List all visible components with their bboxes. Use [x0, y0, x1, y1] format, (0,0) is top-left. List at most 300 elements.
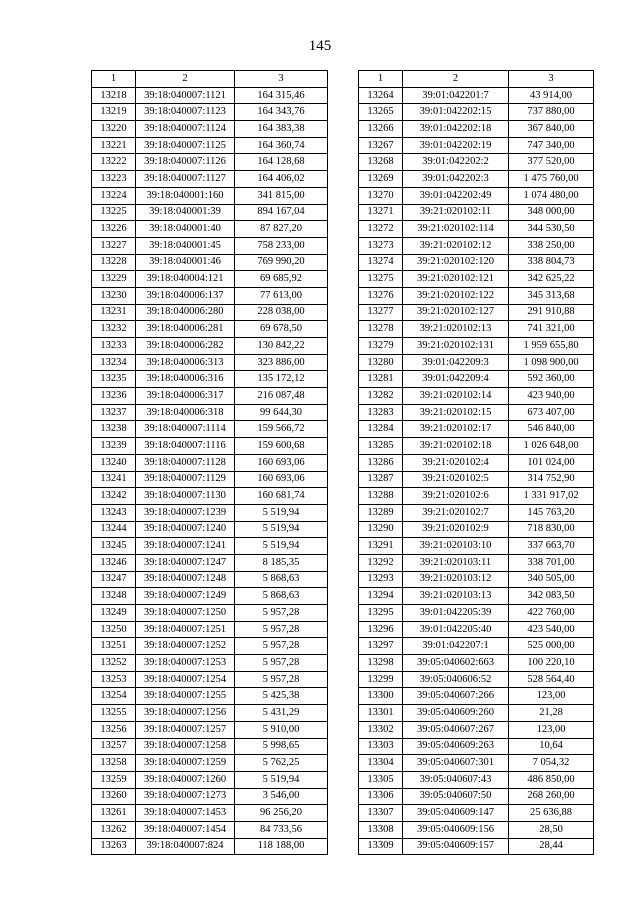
table-row — [92, 738, 328, 755]
table-row — [359, 738, 594, 755]
table-row — [359, 605, 594, 622]
cell-row-number: 13308 — [359, 821, 403, 838]
table-body-right — [359, 87, 594, 855]
cell-cadastral-number: 39:18:040007:1116 — [136, 438, 235, 455]
cell-row-number: 13224 — [92, 187, 136, 204]
table-row — [92, 438, 328, 455]
table-row — [92, 805, 328, 822]
cell-row-number: 13226 — [92, 221, 136, 238]
cell-row-number: 13218 — [92, 87, 136, 104]
cell-value: 5 868,63 — [235, 588, 328, 605]
cell-row-number: 13240 — [92, 454, 136, 471]
table-row — [92, 171, 328, 188]
cell-row-number: 13222 — [92, 154, 136, 171]
table-row — [359, 354, 594, 371]
cell-value: 228 038,00 — [235, 304, 328, 321]
cell-row-number: 13309 — [359, 838, 403, 855]
cell-value: 99 644,30 — [235, 404, 328, 421]
cell-row-number: 13295 — [359, 605, 403, 622]
table-row — [359, 388, 594, 405]
table-row — [359, 237, 594, 254]
cell-cadastral-number: 39:05:040607:266 — [403, 688, 509, 705]
table-row — [359, 571, 594, 588]
table-row — [359, 638, 594, 655]
table-row — [92, 488, 328, 505]
cell-value: 160 681,74 — [235, 488, 328, 505]
cell-cadastral-number: 39:01:042205:40 — [403, 621, 509, 638]
cell-row-number: 13276 — [359, 287, 403, 304]
table-row — [92, 788, 328, 805]
cell-row-number: 13257 — [92, 738, 136, 755]
table-row — [359, 221, 594, 238]
table-row — [92, 471, 328, 488]
cell-value: 5 868,63 — [235, 571, 328, 588]
cell-row-number: 13264 — [359, 87, 403, 104]
cell-row-number: 13278 — [359, 321, 403, 338]
table-row — [92, 838, 328, 855]
cell-cadastral-number: 39:21:020102:17 — [403, 421, 509, 438]
cell-value: 673 407,00 — [509, 404, 594, 421]
table-row — [92, 655, 328, 672]
cell-cadastral-number: 39:21:020102:120 — [403, 254, 509, 271]
cell-row-number: 13274 — [359, 254, 403, 271]
table-row — [92, 421, 328, 438]
cell-cadastral-number: 39:21:020102:9 — [403, 521, 509, 538]
cell-value: 5 519,94 — [235, 504, 328, 521]
table-row — [359, 554, 594, 571]
cell-value: 758 233,00 — [235, 237, 328, 254]
cell-value: 291 910,88 — [509, 304, 594, 321]
cell-value: 5 957,28 — [235, 638, 328, 655]
table-row — [92, 554, 328, 571]
cell-value: 118 188,00 — [235, 838, 328, 855]
cell-row-number: 13303 — [359, 738, 403, 755]
cell-value: 5 910,00 — [235, 721, 328, 738]
cell-cadastral-number: 39:18:040007:1254 — [136, 671, 235, 688]
cell-row-number: 13283 — [359, 404, 403, 421]
cell-cadastral-number: 39:18:040007:1114 — [136, 421, 235, 438]
cell-row-number: 13286 — [359, 454, 403, 471]
cell-row-number: 13237 — [92, 404, 136, 421]
cell-cadastral-number: 39:01:042202:19 — [403, 137, 509, 154]
table-row — [359, 187, 594, 204]
cell-row-number: 13277 — [359, 304, 403, 321]
cell-cadastral-number: 39:18:040007:1252 — [136, 638, 235, 655]
cell-cadastral-number: 39:01:042202:2 — [403, 154, 509, 171]
table-row — [359, 438, 594, 455]
table-row — [359, 821, 594, 838]
table-row — [359, 538, 594, 555]
cell-cadastral-number: 39:18:040001:160 — [136, 187, 235, 204]
cell-row-number: 13261 — [92, 805, 136, 822]
cell-value: 367 840,00 — [509, 121, 594, 138]
table-row — [92, 388, 328, 405]
cell-row-number: 13306 — [359, 788, 403, 805]
cell-cadastral-number: 39:01:042207:1 — [403, 638, 509, 655]
cell-value: 160 693,06 — [235, 454, 328, 471]
cell-value: 164 128,68 — [235, 154, 328, 171]
cell-row-number: 13234 — [92, 354, 136, 371]
cell-value: 747 340,00 — [509, 137, 594, 154]
cell-row-number: 13279 — [359, 338, 403, 355]
table-row — [92, 755, 328, 772]
cell-row-number: 13256 — [92, 721, 136, 738]
table-row — [359, 104, 594, 121]
cell-value: 1 475 760,00 — [509, 171, 594, 188]
page-number: 145 — [308, 38, 332, 54]
table-row — [92, 454, 328, 471]
cell-value: 314 752,90 — [509, 471, 594, 488]
cell-value: 96 256,20 — [235, 805, 328, 822]
table-row — [359, 488, 594, 505]
cell-value: 592 360,00 — [509, 371, 594, 388]
table-row — [359, 121, 594, 138]
cell-row-number: 13249 — [92, 605, 136, 622]
cell-cadastral-number: 39:18:040007:1121 — [136, 87, 235, 104]
table-row — [359, 521, 594, 538]
cell-value: 100 220,10 — [509, 655, 594, 672]
cell-row-number: 13307 — [359, 805, 403, 822]
cell-value: 528 564,40 — [509, 671, 594, 688]
cell-value: 338 250,00 — [509, 237, 594, 254]
cell-cadastral-number: 39:05:040607:267 — [403, 721, 509, 738]
table-row — [359, 671, 594, 688]
table-row — [359, 304, 594, 321]
cell-cadastral-number: 39:18:040007:1257 — [136, 721, 235, 738]
table-row — [359, 705, 594, 722]
cell-cadastral-number: 39:18:040006:313 — [136, 354, 235, 371]
cell-value: 546 840,00 — [509, 421, 594, 438]
cell-cadastral-number: 39:18:040006:280 — [136, 304, 235, 321]
cell-row-number: 13247 — [92, 571, 136, 588]
cell-row-number: 13229 — [92, 271, 136, 288]
cell-cadastral-number: 39:01:042202:15 — [403, 104, 509, 121]
cell-value: 164 360,74 — [235, 137, 328, 154]
table-row — [359, 471, 594, 488]
cell-value: 5 957,28 — [235, 671, 328, 688]
cell-cadastral-number: 39:18:040007:1251 — [136, 621, 235, 638]
cell-row-number: 13263 — [92, 838, 136, 855]
table-row — [359, 621, 594, 638]
cell-cadastral-number: 39:05:040607:43 — [403, 771, 509, 788]
table-row — [359, 721, 594, 738]
cell-cadastral-number: 39:01:042202:49 — [403, 187, 509, 204]
cell-row-number: 13254 — [92, 688, 136, 705]
cell-value: 5 957,28 — [235, 621, 328, 638]
cell-cadastral-number: 39:18:040007:1260 — [136, 771, 235, 788]
table-row — [92, 671, 328, 688]
cell-cadastral-number: 39:18:040007:1247 — [136, 554, 235, 571]
cell-cadastral-number: 39:01:042201:7 — [403, 87, 509, 104]
cell-row-number: 13298 — [359, 655, 403, 672]
cell-value: 894 167,04 — [235, 204, 328, 221]
cell-row-number: 13271 — [359, 204, 403, 221]
cell-value: 342 083,50 — [509, 588, 594, 605]
table-row — [92, 771, 328, 788]
table-row — [92, 821, 328, 838]
cell-row-number: 13251 — [92, 638, 136, 655]
cell-cadastral-number: 39:18:040007:1241 — [136, 538, 235, 555]
table-row — [359, 805, 594, 822]
cell-cadastral-number: 39:18:040006:137 — [136, 287, 235, 304]
cell-cadastral-number: 39:18:040007:1248 — [136, 571, 235, 588]
cell-value: 3 546,00 — [235, 788, 328, 805]
cell-row-number: 13305 — [359, 771, 403, 788]
table-row — [359, 838, 594, 855]
cell-value: 7 054,32 — [509, 755, 594, 772]
cell-value: 164 383,38 — [235, 121, 328, 138]
cell-row-number: 13297 — [359, 638, 403, 655]
cell-cadastral-number: 39:18:040004:121 — [136, 271, 235, 288]
cell-row-number: 13243 — [92, 504, 136, 521]
cell-cadastral-number: 39:18:040001:39 — [136, 204, 235, 221]
cell-value: 377 520,00 — [509, 154, 594, 171]
cell-value: 348 000,00 — [509, 204, 594, 221]
cell-cadastral-number: 39:21:020103:10 — [403, 538, 509, 555]
table-row — [92, 688, 328, 705]
cell-cadastral-number: 39:18:040007:1130 — [136, 488, 235, 505]
cell-cadastral-number: 39:05:040602:663 — [403, 655, 509, 672]
column-header-1: 1 — [359, 71, 403, 88]
cell-cadastral-number: 39:01:042209:4 — [403, 371, 509, 388]
cell-cadastral-number: 39:21:020102:15 — [403, 404, 509, 421]
cell-cadastral-number: 39:18:040007:1250 — [136, 605, 235, 622]
cell-row-number: 13293 — [359, 571, 403, 588]
cell-cadastral-number: 39:18:040007:1255 — [136, 688, 235, 705]
cell-value: 25 636,88 — [509, 805, 594, 822]
cell-cadastral-number: 39:21:020102:114 — [403, 221, 509, 238]
cell-row-number: 13236 — [92, 388, 136, 405]
cell-row-number: 13302 — [359, 721, 403, 738]
cell-value: 135 172,12 — [235, 371, 328, 388]
cell-value: 87 827,20 — [235, 221, 328, 238]
cell-cadastral-number: 39:21:020102:131 — [403, 338, 509, 355]
cell-value: 69 685,92 — [235, 271, 328, 288]
table-row — [359, 588, 594, 605]
cell-row-number: 13273 — [359, 237, 403, 254]
cell-row-number: 13225 — [92, 204, 136, 221]
cell-row-number: 13299 — [359, 671, 403, 688]
cell-cadastral-number: 39:18:040007:1258 — [136, 738, 235, 755]
table-header-row — [359, 71, 594, 88]
cell-row-number: 13272 — [359, 221, 403, 238]
cell-value: 340 505,00 — [509, 571, 594, 588]
table-row — [359, 421, 594, 438]
table-row — [359, 338, 594, 355]
cell-cadastral-number: 39:18:040006:281 — [136, 321, 235, 338]
cell-cadastral-number: 39:18:040007:1454 — [136, 821, 235, 838]
cell-cadastral-number: 39:05:040609:147 — [403, 805, 509, 822]
cell-value: 268 260,00 — [509, 788, 594, 805]
table-row — [92, 571, 328, 588]
cell-row-number: 13289 — [359, 504, 403, 521]
column-header-3: 3 — [235, 71, 328, 88]
cell-value: 69 678,50 — [235, 321, 328, 338]
cell-cadastral-number: 39:18:040007:1129 — [136, 471, 235, 488]
cell-cadastral-number: 39:18:040007:1127 — [136, 171, 235, 188]
cell-row-number: 13301 — [359, 705, 403, 722]
table-row — [92, 404, 328, 421]
cell-value: 159 566,72 — [235, 421, 328, 438]
cell-row-number: 13270 — [359, 187, 403, 204]
cell-value: 5 519,94 — [235, 521, 328, 538]
cell-value: 769 990,20 — [235, 254, 328, 271]
table-row — [92, 304, 328, 321]
cell-row-number: 13241 — [92, 471, 136, 488]
table-row — [92, 121, 328, 138]
table-row — [359, 655, 594, 672]
cell-cadastral-number: 39:18:040001:40 — [136, 221, 235, 238]
cell-row-number: 13267 — [359, 137, 403, 154]
cell-cadastral-number: 39:18:040007:1240 — [136, 521, 235, 538]
cell-row-number: 13242 — [92, 488, 136, 505]
cell-cadastral-number: 39:21:020103:12 — [403, 571, 509, 588]
cell-row-number: 13288 — [359, 488, 403, 505]
cell-cadastral-number: 39:18:040001:45 — [136, 237, 235, 254]
cell-row-number: 13244 — [92, 521, 136, 538]
cell-cadastral-number: 39:18:040006:282 — [136, 338, 235, 355]
cell-row-number: 13252 — [92, 655, 136, 672]
cell-value: 123,00 — [509, 688, 594, 705]
table-row — [92, 538, 328, 555]
cell-row-number: 13280 — [359, 354, 403, 371]
cell-value: 423 940,00 — [509, 388, 594, 405]
cell-row-number: 13255 — [92, 705, 136, 722]
cell-row-number: 13281 — [359, 371, 403, 388]
cell-row-number: 13287 — [359, 471, 403, 488]
cell-row-number: 13227 — [92, 237, 136, 254]
cell-value: 164 406,02 — [235, 171, 328, 188]
cell-row-number: 13250 — [92, 621, 136, 638]
cell-row-number: 13232 — [92, 321, 136, 338]
cell-row-number: 13233 — [92, 338, 136, 355]
cell-value: 10,64 — [509, 738, 594, 755]
cell-cadastral-number: 39:05:040609:157 — [403, 838, 509, 855]
cell-value: 8 185,35 — [235, 554, 328, 571]
cell-value: 345 313,68 — [509, 287, 594, 304]
cell-row-number: 13245 — [92, 538, 136, 555]
cell-cadastral-number: 39:21:020102:122 — [403, 287, 509, 304]
table-header-row — [92, 71, 328, 88]
table-row — [92, 204, 328, 221]
cell-value: 5 425,38 — [235, 688, 328, 705]
cell-value: 718 830,00 — [509, 521, 594, 538]
table-row — [92, 705, 328, 722]
cell-row-number: 13269 — [359, 171, 403, 188]
cell-row-number: 13262 — [92, 821, 136, 838]
cell-row-number: 13265 — [359, 104, 403, 121]
cell-value: 423 540,00 — [509, 621, 594, 638]
cell-row-number: 13290 — [359, 521, 403, 538]
table-row — [92, 287, 328, 304]
cell-cadastral-number: 39:18:040007:1123 — [136, 104, 235, 121]
cell-value: 1 098 900,00 — [509, 354, 594, 371]
cell-value: 1 026 648,00 — [509, 438, 594, 455]
cell-cadastral-number: 39:21:020102:18 — [403, 438, 509, 455]
cell-cadastral-number: 39:21:020103:13 — [403, 588, 509, 605]
cell-value: 5 431,29 — [235, 705, 328, 722]
cell-row-number: 13260 — [92, 788, 136, 805]
cell-cadastral-number: 39:18:040007:1126 — [136, 154, 235, 171]
cell-row-number: 13275 — [359, 271, 403, 288]
column-header-3: 3 — [509, 71, 594, 88]
cell-cadastral-number: 39:05:040606:52 — [403, 671, 509, 688]
cell-row-number: 13231 — [92, 304, 136, 321]
cell-value: 338 701,00 — [509, 554, 594, 571]
cell-cadastral-number: 39:18:040001:46 — [136, 254, 235, 271]
cell-value: 43 914,00 — [509, 87, 594, 104]
cell-value: 344 530,50 — [509, 221, 594, 238]
table-row — [359, 254, 594, 271]
cell-row-number: 13296 — [359, 621, 403, 638]
cell-row-number: 13266 — [359, 121, 403, 138]
table-row — [359, 137, 594, 154]
cell-row-number: 13300 — [359, 688, 403, 705]
cell-value: 145 763,20 — [509, 504, 594, 521]
cell-value: 1 074 480,00 — [509, 187, 594, 204]
cell-value: 422 760,00 — [509, 605, 594, 622]
cell-row-number: 13220 — [92, 121, 136, 138]
table-row — [92, 371, 328, 388]
table-row — [92, 237, 328, 254]
table-body-left — [92, 87, 328, 855]
cell-cadastral-number: 39:01:042202:3 — [403, 171, 509, 188]
cell-cadastral-number: 39:18:040007:1453 — [136, 805, 235, 822]
column-header-1: 1 — [92, 71, 136, 88]
cell-value: 123,00 — [509, 721, 594, 738]
cell-value: 5 998,65 — [235, 738, 328, 755]
cell-value: 21,28 — [509, 705, 594, 722]
table-row — [92, 354, 328, 371]
cell-row-number: 13235 — [92, 371, 136, 388]
cell-row-number: 13221 — [92, 137, 136, 154]
cell-cadastral-number: 39:18:040007:1256 — [136, 705, 235, 722]
cell-cadastral-number: 39:01:042205:39 — [403, 605, 509, 622]
cell-cadastral-number: 39:21:020102:127 — [403, 304, 509, 321]
cell-value: 84 733,56 — [235, 821, 328, 838]
cell-row-number: 13304 — [359, 755, 403, 772]
cell-row-number: 13253 — [92, 671, 136, 688]
cell-row-number: 13248 — [92, 588, 136, 605]
table-row — [92, 588, 328, 605]
cell-row-number: 13239 — [92, 438, 136, 455]
cell-cadastral-number: 39:18:040007:1239 — [136, 504, 235, 521]
cell-row-number: 13292 — [359, 554, 403, 571]
table-row — [92, 321, 328, 338]
table-row — [92, 187, 328, 204]
cell-value: 164 343,76 — [235, 104, 328, 121]
cell-row-number: 13228 — [92, 254, 136, 271]
cell-value: 159 600,68 — [235, 438, 328, 455]
table-row — [92, 271, 328, 288]
table-row — [92, 521, 328, 538]
table-row — [359, 771, 594, 788]
cell-value: 741 321,00 — [509, 321, 594, 338]
cell-cadastral-number: 39:18:040006:318 — [136, 404, 235, 421]
table-row — [92, 104, 328, 121]
cell-cadastral-number: 39:18:040007:1124 — [136, 121, 235, 138]
cell-cadastral-number: 39:18:040007:1249 — [136, 588, 235, 605]
cell-value: 5 519,94 — [235, 771, 328, 788]
cell-cadastral-number: 39:18:040007:1128 — [136, 454, 235, 471]
cell-cadastral-number: 39:05:040609:263 — [403, 738, 509, 755]
cell-cadastral-number: 39:21:020102:7 — [403, 504, 509, 521]
cell-cadastral-number: 39:05:040607:50 — [403, 788, 509, 805]
registry-table-left — [91, 70, 328, 855]
table-row — [359, 371, 594, 388]
cell-value: 486 850,00 — [509, 771, 594, 788]
cell-row-number: 13246 — [92, 554, 136, 571]
